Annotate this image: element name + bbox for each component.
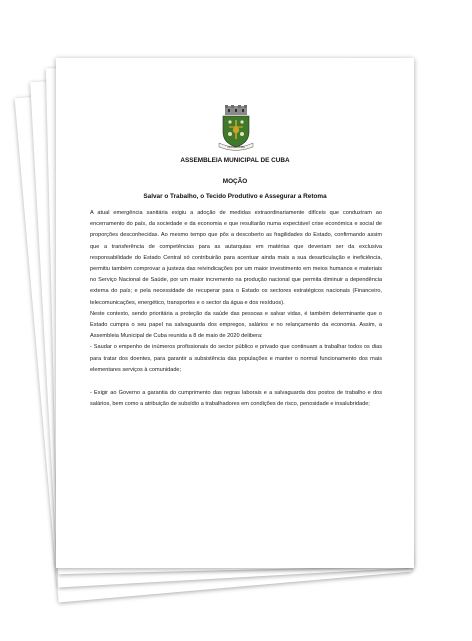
paragraph: - Exigir ao Governo a garantia do cumprimento das regras laborais e a salvaguarda dos postos de trabalho e dos salários, bem como a atribuição de subsídio a trabalhadores em condições de risco, penosidade e insalubridade; (90, 390, 382, 408)
paragraph: Neste contexto, sendo prioritária a proteção da saúde das pessoas e salvar vidas, é também determinante que o Estado cumpra o seu papel na salvaguarda dos empregos, salários e no relançamento da economia. Assim, a Assembleia Municipal de Cuba reunida a 8 de maio de 2020 delibera: (90, 310, 382, 340)
svg-text:VILA DE CUBA: VILA DE CUBA (227, 146, 245, 149)
document-body (90, 208, 382, 410)
paragraph: A atual emergência sanitária exigiu a adoção de medidas extraordinariamente difíceis que conduziram ao encerramento do país, da sociedade e da economia e que resultarão numa expectável crise económica e social de proporções desconhecidas. Ao mesmo tempo que pôs a descoberto as fragilidades do Estado, confirmando assim que a transferência de competências para as autarquias em matérias que deveriam ser da exclusiva responsabilidade do Estado Central só contribuirão para acentuar ainda mais a sua desarticulação e ineficiência, permitiu também comprovar a justeza das reivindicações por um maior investimento em meios humanos e materiais no Serviço Nacional de Saúde, por um maior incremento na produção nacional que permita diminuir a dependência externa do país; e pela necessidade de recuperar para o Estado os sectores estratégicos nacionais (Financeiro, telecomunicações, energético, transportes e o sector da água e dos resíduos). (90, 210, 382, 306)
document-page (56, 58, 414, 568)
municipal-crest-icon (214, 105, 258, 151)
paragraph: - Saudar o empenho de inúmeros profissionais do sector público e privado que continuam a trabalhar todos os dias para tratar dos doentes, para garantir a subsistência das populações e manter o normal funcionamento dos mais elementares serviços à comunidade; (90, 344, 382, 373)
motion-subtitle: Salvar o Trabalho, o Tecido Produtivo e Assegurar a Retoma (143, 193, 327, 200)
institution-title: ASSEMBLEIA MUNICIPAL DE CUBA (180, 157, 290, 164)
document-type: MOÇÃO (222, 178, 248, 185)
paragraph-spacer (90, 376, 382, 388)
